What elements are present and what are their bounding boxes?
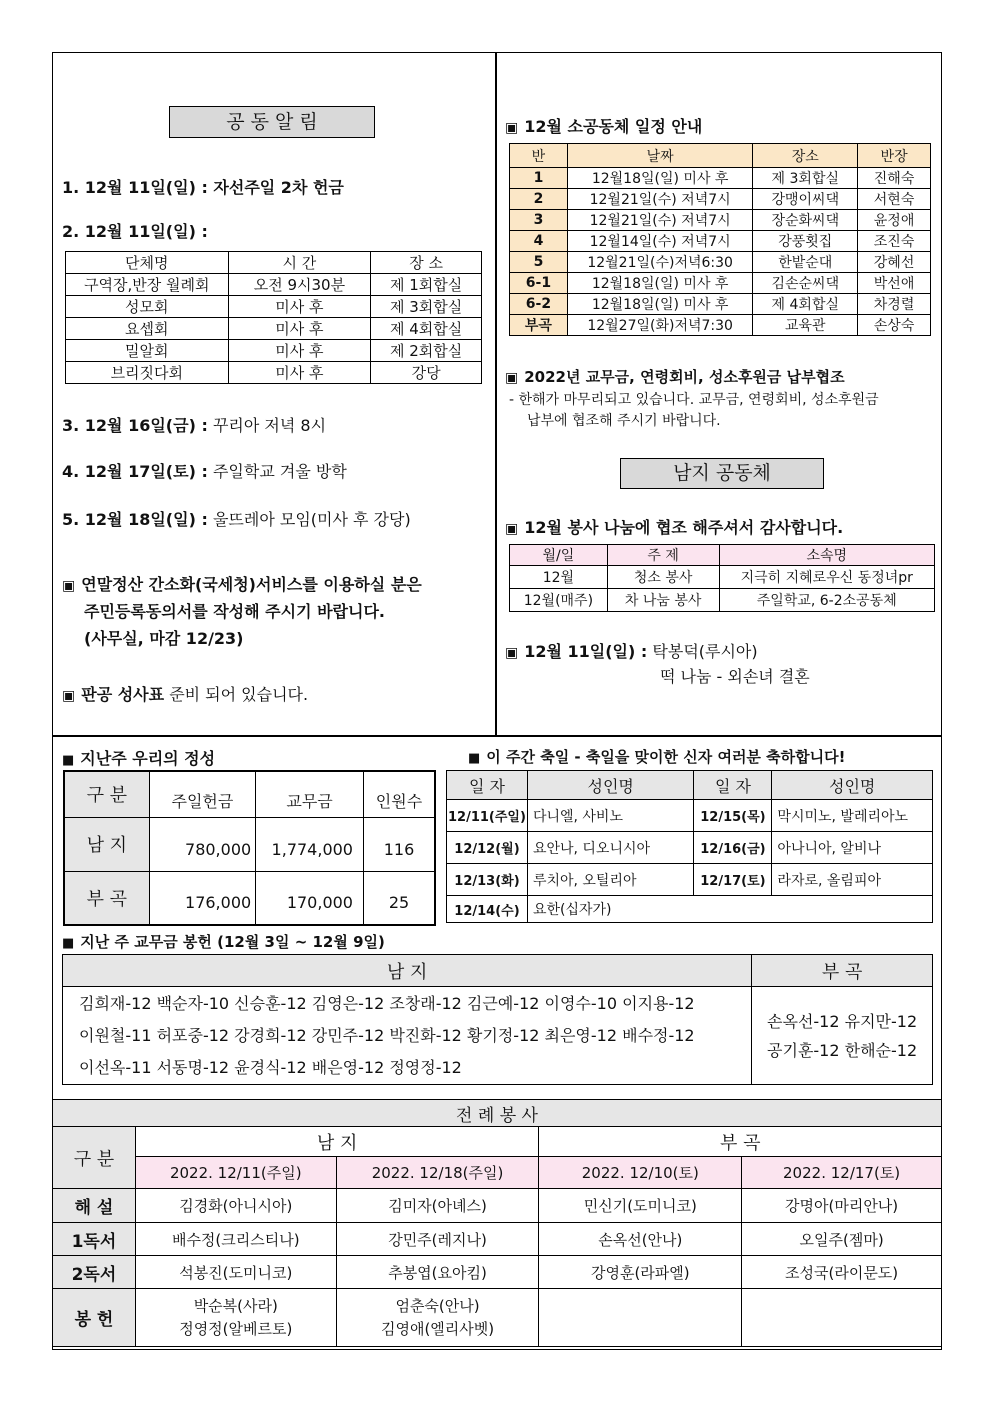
table-cell: 6-2 — [510, 294, 568, 315]
table-header-row — [510, 545, 935, 566]
table-header: 구 분 — [64, 771, 149, 817]
table-row — [53, 1189, 942, 1223]
square-bullet-icon: ■ — [62, 936, 75, 951]
table-row — [53, 1256, 942, 1289]
feast-title: 이 주간 축일 - 축일을 맞이한 신자 여러분 축하합니다! — [486, 748, 846, 766]
table-cell: 민신기(도미니코) — [539, 1189, 742, 1223]
announcement-text: 주일학교 겨울 방학 — [212, 462, 347, 481]
table-cell: 요셉회 — [66, 318, 229, 340]
table-cell: 1 — [510, 168, 568, 189]
table-cell: 2독서 — [53, 1256, 136, 1289]
table-cell: 780,000 — [149, 817, 256, 871]
square-bullet-icon: ▣ — [62, 578, 76, 594]
table-cell: 2 — [510, 189, 568, 210]
dues-offering-title: 지난 주 교무금 봉헌 (12월 3일 ~ 12월 9일) — [80, 933, 385, 951]
table-row — [66, 362, 482, 384]
dues-line: 이선옥-11 서동명-12 윤경식-12 배은영-12 정영정-12 — [79, 1057, 462, 1077]
table-cell: 차경렬 — [858, 294, 931, 315]
offertory-name: 정영정(알베르토) — [179, 1319, 293, 1338]
schedule-table — [509, 143, 931, 336]
feast-table — [446, 770, 933, 923]
meetings-table — [65, 251, 482, 384]
table-cell: 12월14일(수) 저녁7시 — [567, 231, 753, 252]
table-cell: 아나니아, 알비나 — [772, 832, 933, 864]
table-cell: 박선애 — [858, 273, 931, 294]
table-cell: 한밭순대 — [753, 252, 858, 273]
table-cell: 김미자(아녜스) — [336, 1189, 539, 1223]
table-row — [64, 871, 435, 925]
table-header-row — [53, 1127, 942, 1157]
table-row — [510, 231, 931, 252]
table-cell: 다니엘, 사비노 — [527, 800, 694, 832]
table-header: 주 제 — [607, 545, 719, 566]
table-header: 장소 — [753, 144, 858, 168]
dues-offering-table — [62, 954, 933, 1085]
table-cell: 3 — [510, 210, 568, 231]
table-header: 시 간 — [228, 252, 371, 274]
square-bullet-icon: ■ — [468, 751, 481, 766]
table-header: 날짜 — [567, 144, 753, 168]
table-cell: 강영훈(라파엘) — [539, 1256, 742, 1289]
notice-tax — [62, 572, 422, 595]
liturgy-table — [52, 1099, 942, 1347]
table-row — [63, 987, 933, 1085]
dec11-text: 떡 나눔 - 외손녀 결혼 — [660, 667, 810, 686]
square-bullet-icon: ▣ — [505, 645, 519, 661]
table-row — [510, 189, 931, 210]
table-header-row — [53, 1100, 942, 1127]
table-cell: 루치아, 오틸리아 — [527, 864, 694, 896]
announcement-5 — [62, 507, 411, 530]
announcements-title: 공 동 알 림 — [169, 106, 375, 138]
notice-line: 연말정산 간소화(국세청)서비스를 이용하실 분은 — [81, 575, 422, 594]
announcement-text: 울뜨레아 모임(미사 후 강당) — [212, 510, 411, 529]
table-cell: 12월21일(수) 저녁7시 — [567, 189, 753, 210]
announcement-1: 1. 12월 11일(일) : 자선주일 2차 헌금 — [62, 178, 344, 197]
announcement-text: 꾸리아 저녁 8시 — [212, 416, 327, 435]
offering-title: 지난주 우리의 정성 — [80, 749, 216, 768]
table-row — [510, 315, 931, 336]
notice-line: (사무실, 마감 12/23) — [84, 629, 244, 648]
thanks-heading — [505, 515, 843, 538]
dues-line: 김희재-12 백순자-10 신승훈-12 김영은-12 조창래-12 김근예-12 이영수-10 이지용-12 — [79, 993, 695, 1013]
table-cell: 12월18일(일) 미사 후 — [567, 273, 753, 294]
table-header: 남 지 — [135, 1127, 539, 1157]
service-table — [509, 544, 935, 612]
table-header: 일 자 — [447, 771, 528, 800]
table-cell: 12월21일(수)저녁6:30 — [567, 252, 753, 273]
table-cell: 강풍횟집 — [753, 231, 858, 252]
table-header: 주일헌금 — [149, 771, 256, 817]
table-row — [64, 817, 435, 871]
table-header: 성인명 — [527, 771, 694, 800]
table-cell: 남 지 — [64, 817, 149, 871]
table-row — [510, 273, 931, 294]
table-cell: 추봉엽(요아킴) — [336, 1256, 539, 1289]
table-cell: 12월 — [510, 566, 608, 589]
namji-community-title: 남지 공동체 — [620, 458, 824, 489]
offertory-name: 박순복(사라) — [193, 1296, 278, 1315]
table-cell: 밀알회 — [66, 340, 229, 362]
table-cell: 배수정(크리스티나) — [135, 1223, 336, 1256]
table-cell: 12/14(수) — [447, 896, 528, 923]
table-cell: 제 3회합실 — [753, 168, 858, 189]
table-header: 부 곡 — [752, 955, 933, 987]
table-cell: 해 설 — [53, 1189, 136, 1223]
table-cell: 5 — [510, 252, 568, 273]
table-cell: 청소 봉사 — [607, 566, 719, 589]
table-header-row — [63, 955, 933, 987]
offertory-name: 엄춘숙(안나) — [395, 1296, 480, 1315]
table-header: 2022. 12/17(토) — [742, 1157, 942, 1189]
table-cell: 막시미노, 발레리아노 — [772, 800, 933, 832]
table-cell: 주일학교, 6-2소공동체 — [719, 589, 934, 612]
table-row — [66, 340, 482, 362]
section-divider — [52, 735, 942, 737]
table-cell: 교육관 — [753, 315, 858, 336]
table-cell: 손상숙 — [858, 315, 931, 336]
table-cell: 12/11(주일) — [447, 800, 528, 832]
table-row — [447, 896, 933, 923]
dues-line: 손옥선-12 유지만-12 — [767, 1011, 918, 1031]
table-header: 소속명 — [719, 545, 934, 566]
table-row — [447, 832, 933, 864]
square-bullet-icon: ▣ — [505, 120, 519, 136]
table-cell: 12월21일(수) 저녁7시 — [567, 210, 753, 231]
table-header: 반장 — [858, 144, 931, 168]
dues-offering-heading — [62, 931, 385, 952]
table-cell: 요한(십자가) — [527, 896, 932, 923]
square-bullet-icon: ▣ — [505, 370, 519, 386]
table-cell: 25 — [363, 871, 435, 925]
table-header: 구 분 — [53, 1127, 136, 1189]
table-cell: 12/17(토) — [694, 864, 772, 896]
square-bullet-icon: ▣ — [505, 521, 519, 537]
table-cell: 조진숙 — [858, 231, 931, 252]
table-cell: 1독서 — [53, 1223, 136, 1256]
table-row — [510, 168, 931, 189]
table-cell: 김경화(아니시아) — [135, 1189, 336, 1223]
table-cell — [135, 1289, 336, 1347]
offering-table — [63, 770, 436, 926]
table-cell — [742, 1289, 942, 1347]
table-row — [510, 566, 935, 589]
table-row — [447, 864, 933, 896]
table-cell: 봉 헌 — [53, 1289, 136, 1347]
notice-confession — [62, 682, 308, 705]
notice-bold: 판공 성사표 — [81, 685, 165, 704]
table-cell: 미사 후 — [228, 318, 371, 340]
table-header: 부 곡 — [539, 1127, 942, 1157]
table-header-row — [510, 144, 931, 168]
table-cell: 오전 9시30분 — [228, 274, 371, 296]
table-cell: 12/16(금) — [694, 832, 772, 864]
table-cell — [539, 1289, 742, 1347]
table-cell: 서현숙 — [858, 189, 931, 210]
dec11-notice — [505, 639, 758, 662]
announcement-date: 5. 12월 18일(일) : — [62, 510, 208, 529]
table-cell: 176,000 — [149, 871, 256, 925]
table-header: 일 자 — [694, 771, 772, 800]
table-cell: 제 3회합실 — [371, 296, 482, 318]
table-cell: 제 4회합실 — [371, 318, 482, 340]
offering-heading — [62, 746, 215, 769]
table-cell: 강명아(마리안나) — [742, 1189, 942, 1223]
square-bullet-icon: ■ — [62, 753, 75, 768]
table-header: 교무금 — [256, 771, 364, 817]
table-header: 인원수 — [363, 771, 435, 817]
table-cell: 구역장,반장 월례회 — [66, 274, 229, 296]
table-cell: 116 — [363, 817, 435, 871]
table-cell: 손옥선(안나) — [539, 1223, 742, 1256]
square-bullet-icon: ▣ — [62, 688, 76, 704]
dues-line: 이원철-11 허포중-12 강경희-12 강민주-12 박진화-12 황기정-12 최은영-12 배수정-12 — [79, 1025, 695, 1045]
table-cell: 부 곡 — [64, 871, 149, 925]
table-cell: 1,774,000 — [256, 817, 364, 871]
table-cell: 미사 후 — [228, 340, 371, 362]
schedule-title: 12월 소공동체 일정 안내 — [524, 117, 703, 136]
dues-title: 2022년 교무금, 연령회비, 성소후원금 납부협조 — [524, 368, 845, 386]
dec11-label: 12월 11일(일) : — [524, 642, 648, 661]
table-header: 2022. 12/10(토) — [539, 1157, 742, 1189]
table-cell: 12월27일(화)저녁7:30 — [567, 315, 753, 336]
table-header-row — [64, 771, 435, 817]
table-cell: 석봉진(도미니코) — [135, 1256, 336, 1289]
table-header-row — [447, 771, 933, 800]
table-cell: 장순화씨댁 — [753, 210, 858, 231]
table-cell: 브리짓다회 — [66, 362, 229, 384]
table-cell: 윤정애 — [858, 210, 931, 231]
namji-dues-list — [63, 987, 752, 1085]
table-row — [447, 800, 933, 832]
table-cell: 요안나, 디오니시아 — [527, 832, 694, 864]
table-cell: 제 1회합실 — [371, 274, 482, 296]
table-cell: 제 2회합실 — [371, 340, 482, 362]
table-cell: 미사 후 — [228, 362, 371, 384]
table-cell: 4 — [510, 231, 568, 252]
bugok-dues-list — [752, 987, 933, 1085]
table-cell: 성모회 — [66, 296, 229, 318]
table-row — [66, 318, 482, 340]
dec11-text: 탁봉덕(루시아) — [652, 642, 758, 661]
feast-heading — [468, 746, 845, 767]
table-cell: 라자로, 올림피아 — [772, 864, 933, 896]
table-cell: 김손순씨댁 — [753, 273, 858, 294]
table-row — [510, 294, 931, 315]
table-header: 2022. 12/18(주일) — [336, 1157, 539, 1189]
table-row — [510, 210, 931, 231]
dues-line: 공기훈-12 한해순-12 — [767, 1040, 918, 1060]
table-cell: 6-1 — [510, 273, 568, 294]
table-header: 월/일 — [510, 545, 608, 566]
table-cell: 12월18일(일) 미사 후 — [567, 168, 753, 189]
table-header: 남 지 — [63, 955, 752, 987]
table-header: 장 소 — [371, 252, 482, 274]
dues-line: 납부에 협조해 주시기 바랍니다. — [527, 413, 721, 429]
announcement-date: 4. 12월 17일(토) : — [62, 462, 208, 481]
offertory-name: 김영애(엘리사벳) — [380, 1319, 495, 1338]
announcement-4 — [62, 459, 347, 482]
table-cell: 12/12(월) — [447, 832, 528, 864]
dues-line: - 한해가 마무리되고 있습니다. 교무금, 연령회비, 성소후원금 — [509, 392, 879, 408]
table-cell: 강당 — [371, 362, 482, 384]
announcement-2: 2. 12월 11일(일) : — [62, 222, 208, 241]
table-header: 단체명 — [66, 252, 229, 274]
table-cell: 12월(매주) — [510, 589, 608, 612]
table-cell: 강맹이씨댁 — [753, 189, 858, 210]
table-cell: 오일주(젬마) — [742, 1223, 942, 1256]
table-row — [66, 274, 482, 296]
table-header-row — [66, 252, 482, 274]
table-row — [510, 589, 935, 612]
table-cell — [336, 1289, 539, 1347]
thanks-title: 12월 봉사 나눔에 협조 해주셔서 감사합니다. — [524, 518, 844, 537]
table-cell: 제 4회합실 — [753, 294, 858, 315]
notice-text: 준비 되어 있습니다. — [169, 685, 309, 704]
table-row — [53, 1289, 942, 1347]
table-cell: 부곡 — [510, 315, 568, 336]
table-row — [66, 296, 482, 318]
table-header: 2022. 12/11(주일) — [135, 1157, 336, 1189]
table-cell: 12/13(화) — [447, 864, 528, 896]
announcement-3 — [62, 413, 326, 436]
table-header: 반 — [510, 144, 568, 168]
table-cell: 미사 후 — [228, 296, 371, 318]
table-cell: 조성국(라이문도) — [742, 1256, 942, 1289]
table-row — [53, 1223, 942, 1256]
column-divider — [495, 52, 497, 735]
table-cell: 강혜선 — [858, 252, 931, 273]
table-header-row — [53, 1157, 942, 1189]
dues-heading — [505, 366, 845, 387]
liturgy-title: 전 례 봉 사 — [53, 1100, 942, 1127]
table-cell: 12월18일(일) 미사 후 — [567, 294, 753, 315]
announcement-date: 3. 12월 16일(금) : — [62, 416, 208, 435]
table-cell: 12/15(목) — [694, 800, 772, 832]
schedule-heading — [505, 114, 702, 137]
table-row — [510, 252, 931, 273]
table-cell: 지극히 지혜로우신 동정녀pr — [719, 566, 934, 589]
table-cell: 170,000 — [256, 871, 364, 925]
table-cell: 진해숙 — [858, 168, 931, 189]
notice-line: 주민등록동의서를 작성해 주시기 바랍니다. — [84, 602, 385, 621]
table-cell: 차 나눔 봉사 — [607, 589, 719, 612]
table-header: 성인명 — [772, 771, 933, 800]
table-cell: 강민주(레지나) — [336, 1223, 539, 1256]
